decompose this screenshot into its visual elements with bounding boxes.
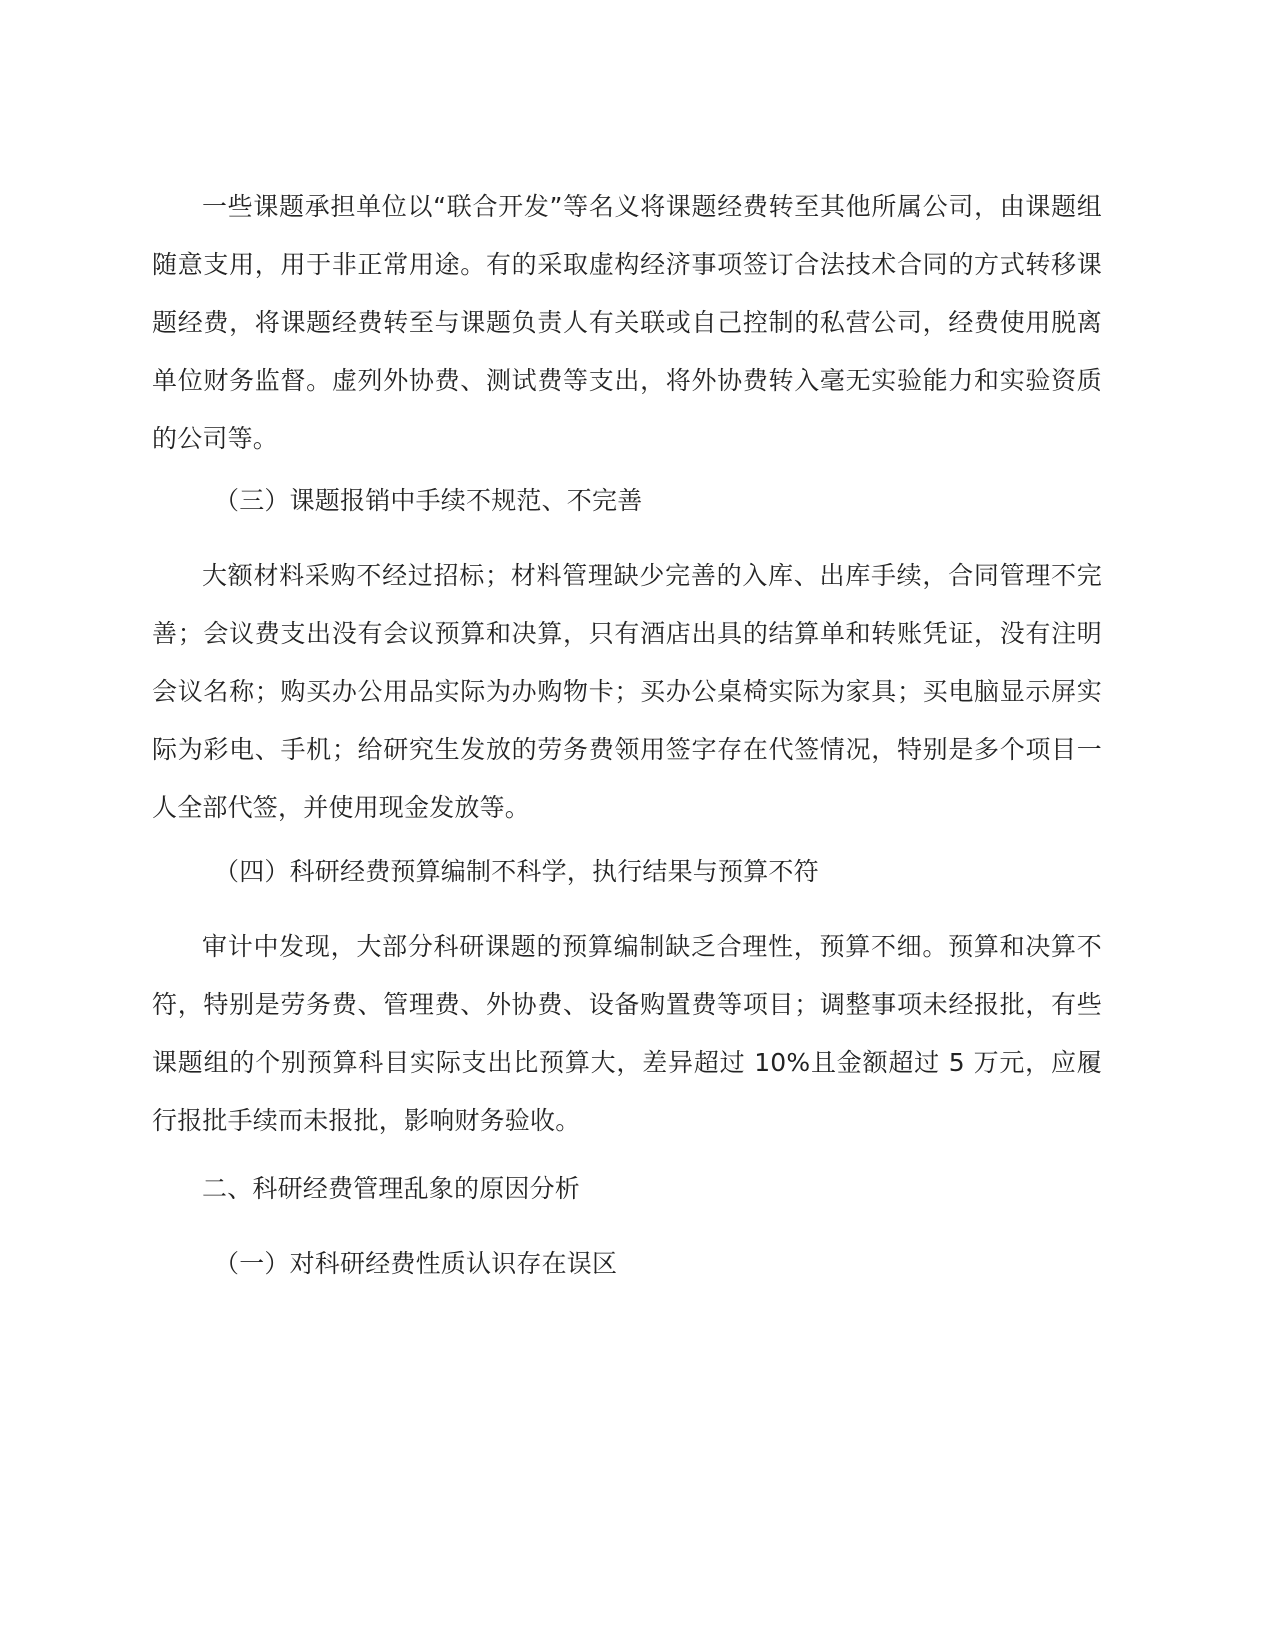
subheading-budget: （四）科研经费预算编制不科学，执行结果与预算不符	[214, 857, 819, 886]
paragraph-budget-issues: 审计中发现，大部分科研课题的预算编制缺乏合理性，预算不细。预算和决算不符，特别是劳务费、管理费、外协费、设备购置费等项目；调整事项未经报批，有些课题组的个别预算科目实际支出比预算大，差异超过 10%且金额超过 5 万元，应履行报批手续而未报批，影响财务验收。	[152, 932, 1102, 1135]
subheading-misunderstanding: （一）对科研经费性质认识存在误区	[214, 1249, 618, 1278]
section-heading-cause-analysis: 二、科研经费管理乱象的原因分析	[202, 1174, 581, 1203]
paragraph-fund-transfer: 一些课题承担单位以“联合开发”等名义将课题经费转至其他所属公司，由课题组随意支用，用于非正常用途。有的采取虚构经济事项签订合法技术合同的方式转移课题经费，将课题经费转至与课题负责人有关联或自己控制的私营公司，经费使用脱离单位财务监督。虚列外协费、测试费等支出，将外协费转入毫无实验能力和实验资质的公司等。	[152, 192, 1102, 453]
paragraph-reimbursement-issues: 大额材料采购不经过招标；材料管理缺少完善的入库、出库手续，合同管理不完善；会议费支出没有会议预算和决算，只有酒店出具的结算单和转账凭证，没有注明会议名称；购买办公用品实际为办购物卡；买办公桌椅实际为家具；买电脑显示屏实际为彩电、手机；给研究生发放的劳务费领用签字存在代签情况，特别是多个项目一人全部代签，并使用现金发放等。	[152, 561, 1102, 822]
subheading-reimbursement: （三）课题报销中手续不规范、不完善	[214, 486, 643, 515]
